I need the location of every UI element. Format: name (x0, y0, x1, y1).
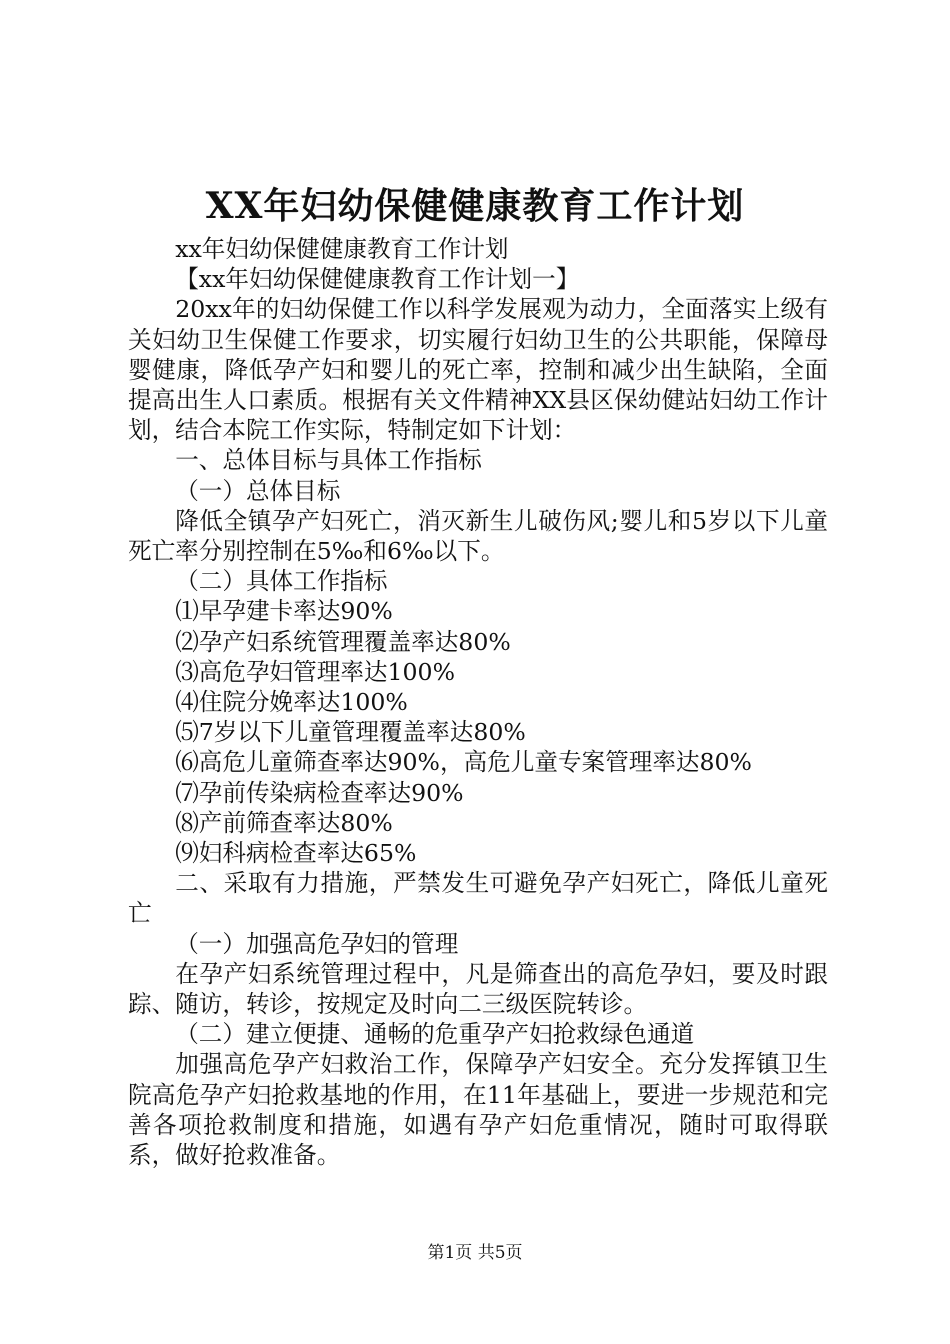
indicator-item: ⑴早孕建卡率达90% (175, 597, 393, 626)
indicator-item: ⑻产前筛查率达80% (175, 808, 393, 837)
indicator-item: ⑸7岁以下儿童管理覆盖率达80% (175, 718, 526, 747)
intro-paragraph: 20xx年的妇幼保健工作以科学发展观为动力，全面落实上级有关妇幼卫生保健工作要求，切实履行妇幼卫生的公共职能，保障母婴健康，降低孕产妇和婴儿的死亡率，控制和减少出生缺陷，全面提高出生人口素质。根据有关文件精神XX县区保幼健站妇幼工作计划，结合本院工作实际，特制定如下计划： (128, 295, 828, 445)
subtitle-line: xx年妇幼保健健康教育工作计划 (175, 235, 509, 263)
indicator-item: ⑺孕前传染病检查率达90% (175, 778, 464, 807)
page-footer: 第1页 共5页 (427, 1243, 523, 1263)
section-1-sub-2-heading: （二）具体工作指标 (175, 567, 388, 596)
indicator-item: ⑵孕产妇系统管理覆盖率达80% (175, 627, 511, 656)
section-2-sub-2-heading: （二）建立便捷、通畅的危重孕产妇抢救绿色通道 (175, 1020, 695, 1049)
overall-goal-paragraph: 降低全镇孕产妇死亡，消灭新生儿破伤风;婴儿和5岁以下儿童死亡率分别控制在5‰和6‰以下。 (128, 506, 828, 566)
document-body (128, 234, 828, 1170)
section-1-sub-1-heading: （一）总体目标 (175, 476, 341, 505)
indicator-item: ⑹高危儿童筛查率达90%，高危儿童专案管理率达80% (175, 748, 752, 777)
section-2-sub-2-paragraph: 加强高危孕产妇救治工作，保障孕产妇安全。充分发挥镇卫生院高危孕产妇抢救基地的作用，在11年基础上，要进一步规范和完善各项抢救制度和措施，如遇有孕产妇危重情况，随时可取得联系，做好抢救准备。 (128, 1050, 828, 1170)
indicator-item: ⑶高危孕妇管理率达100% (175, 657, 455, 686)
section-1-heading: 一、总体目标与具体工作指标 (175, 446, 482, 475)
section-2-sub-1-paragraph: 在孕产妇系统管理过程中，凡是筛查出的高危孕妇，要及时跟踪、随访，转诊，按规定及时向二三级医院转诊。 (128, 959, 828, 1019)
section-2-sub-1-heading: （一）加强高危孕妇的管理 (175, 929, 459, 958)
indicator-item: ⑷住院分娩率达100% (175, 688, 408, 717)
plan-heading: 【xx年妇幼保健健康教育工作计划一】 (175, 265, 580, 294)
document-title: XX年妇幼保健健康教育工作计划 (205, 185, 745, 227)
section-2-heading: 二、采取有力措施，严禁发生可避免孕产妇死亡，降低儿童死亡 (128, 869, 828, 928)
indicator-item: ⑼妇科病检查率达65% (175, 839, 417, 868)
